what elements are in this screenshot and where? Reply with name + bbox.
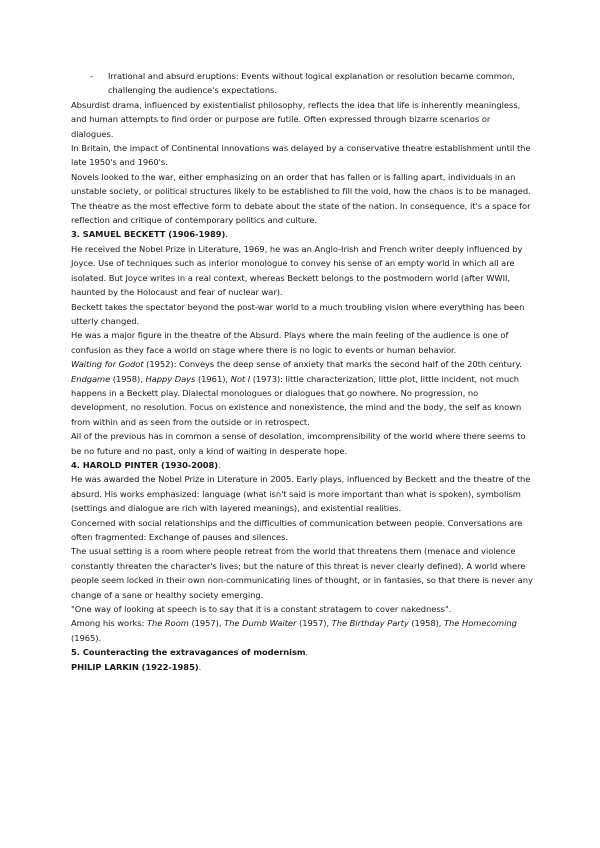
beckett-heading-tail: .	[225, 229, 228, 240]
bullet-text: Irrational and absurd eruptions: Events without logical explanation or resolution became common, challenging the audience's expectations.	[108, 71, 515, 96]
beckett-paragraph-2: Beckett takes the spectator beyond the post-war world to a much troubling vision where everything has been utterly changed.	[71, 301, 525, 326]
not-i-title: Not I	[230, 373, 251, 384]
birthday-party-title: The Birthday Party	[331, 618, 409, 629]
pinter-quote: "One way of looking at speech is to say that it is a constant stratagem to cover nakedness".	[71, 604, 452, 615]
beckett-paragraph-1: He received the Nobel Prize in Literature, 1969, he was an Anglo-Irish and French writer deeply influenced by Joyce. Use of techniques such as interior monologue to convey his sense of an empty world in which all are isolated. But Joyce writes in a real context, whereas Beckett belongs to the postmodern world (after WWII, haunted by the Holocaust and fear of nuclear war).	[71, 243, 523, 298]
pinter-paragraph-2: Concerned with social relationships and the difficulties of communication between people. Conversations are often fragmented: Exchange of pauses and silences.	[71, 517, 523, 542]
paragraph-novels: Novels looked to the war, either emphasizing on an order that has fallen or is falling apart, individuals in an unstable society, or political structures likely to be established to fill the void, how the chaos is to be managed.	[71, 171, 531, 197]
beckett-paragraph-4: All of the previous has in common a sense of desolation, imcomprensibility of the world where there seems to be no future and no past, only a kind of waiting in desperate hope.	[71, 431, 526, 456]
section-heading-modernism: 5. Counteracting the extravagances of modernism.	[71, 647, 309, 658]
section-heading-pinter	[71, 458, 533, 472]
the-room-title: The Room	[146, 618, 189, 629]
document-page	[71, 69, 533, 674]
paragraph-absurdist: Absurdist drama, influenced by existentialist philosophy, reflects the idea that life is inherently meaningless, and human attempts to find order or purpose are futile. Often expressed through bizarre scenarios or dialogues.	[71, 99, 521, 139]
pinter-paragraph-1: He was awarded the Nobel Prize in Literature in 2005. Early plays, influenced by Beckett and the theatre of the absurd. His works emphasized: language (what isn't said is more important than what is spoken), symbolism (settings and dialogue are rich with layered meanings), and existential realities.	[71, 474, 531, 514]
pinter-heading-tail: .	[218, 459, 221, 470]
beckett-works-paragraph: Endgame (1958), Happy Days (1961), Not I (1973): little characterization, little plot, little incident, not much happens in a Beckett play. Dialectal monologues or dialogues that go nowhere. No progression, no development, no resolution. Focus on existence and nonexistence, the mind and the body, the self as known from within and as seen from the outside or in retrospect.	[71, 373, 522, 427]
dumb-waiter-title: The Dumb Waiter	[224, 618, 297, 629]
paragraph-theatre: The theatre as the most effective form to debate about the state of the nation. In consequence, it's a space for reflection and critique of contemporary politics and culture.	[71, 200, 531, 226]
beckett-paragraph-3: He was a major figure in the theatre of the Absurd. Plays where the main feeling of the audience is one of confusion as they face a world on stage where there is no logic to events or human behavior.	[71, 330, 509, 355]
homecoming-title: The Homecoming	[444, 618, 517, 629]
pinter-heading-text: 4. HAROLD PINTER (1930-2008)	[71, 459, 219, 470]
bullet-item	[71, 69, 533, 98]
endgame-title: Endgame	[71, 373, 111, 384]
happy-days-title: Happy Days	[145, 373, 196, 384]
pinter-paragraph-3: The usual setting is a room where people retreat from the world that threatens them (menace and violence constantly threaten the character's lives; but the nature of this threat is never clearly defined). A world where people seem locked in their own non-communicating lines of thought, or in fantasies, so that there is never any change of a sane or healthy society emerging.	[71, 546, 533, 600]
section-heading-larkin: PHILIP LARKIN (1922-1985).	[71, 661, 202, 672]
beckett-godot-paragraph: Waiting for Godot (1952): Conveys the deep sense of anxiety that marks the second half of the 20th century.	[71, 359, 522, 370]
modernism-heading-text: 5. Counteracting the extravagances of modernism	[71, 647, 306, 658]
bullet-marker: -	[90, 71, 93, 81]
section-heading-beckett	[71, 227, 533, 241]
paragraph-britain: In Britain, the impact of Continental innovations was delayed by a conservative theatre establishment until the late 1950's and 1960's.	[71, 143, 531, 168]
beckett-heading-text: 3. SAMUEL BECKETT (1906-1989)	[71, 229, 226, 240]
larkin-heading-text: PHILIP LARKIN (1922-1985)	[71, 661, 199, 672]
pinter-works-paragraph: Among his works: The Room (1957), The Dumb Waiter (1957), The Birthday Party (1958), The Homecoming (1965).	[71, 618, 517, 643]
godot-title: Waiting for Godot	[71, 359, 144, 370]
